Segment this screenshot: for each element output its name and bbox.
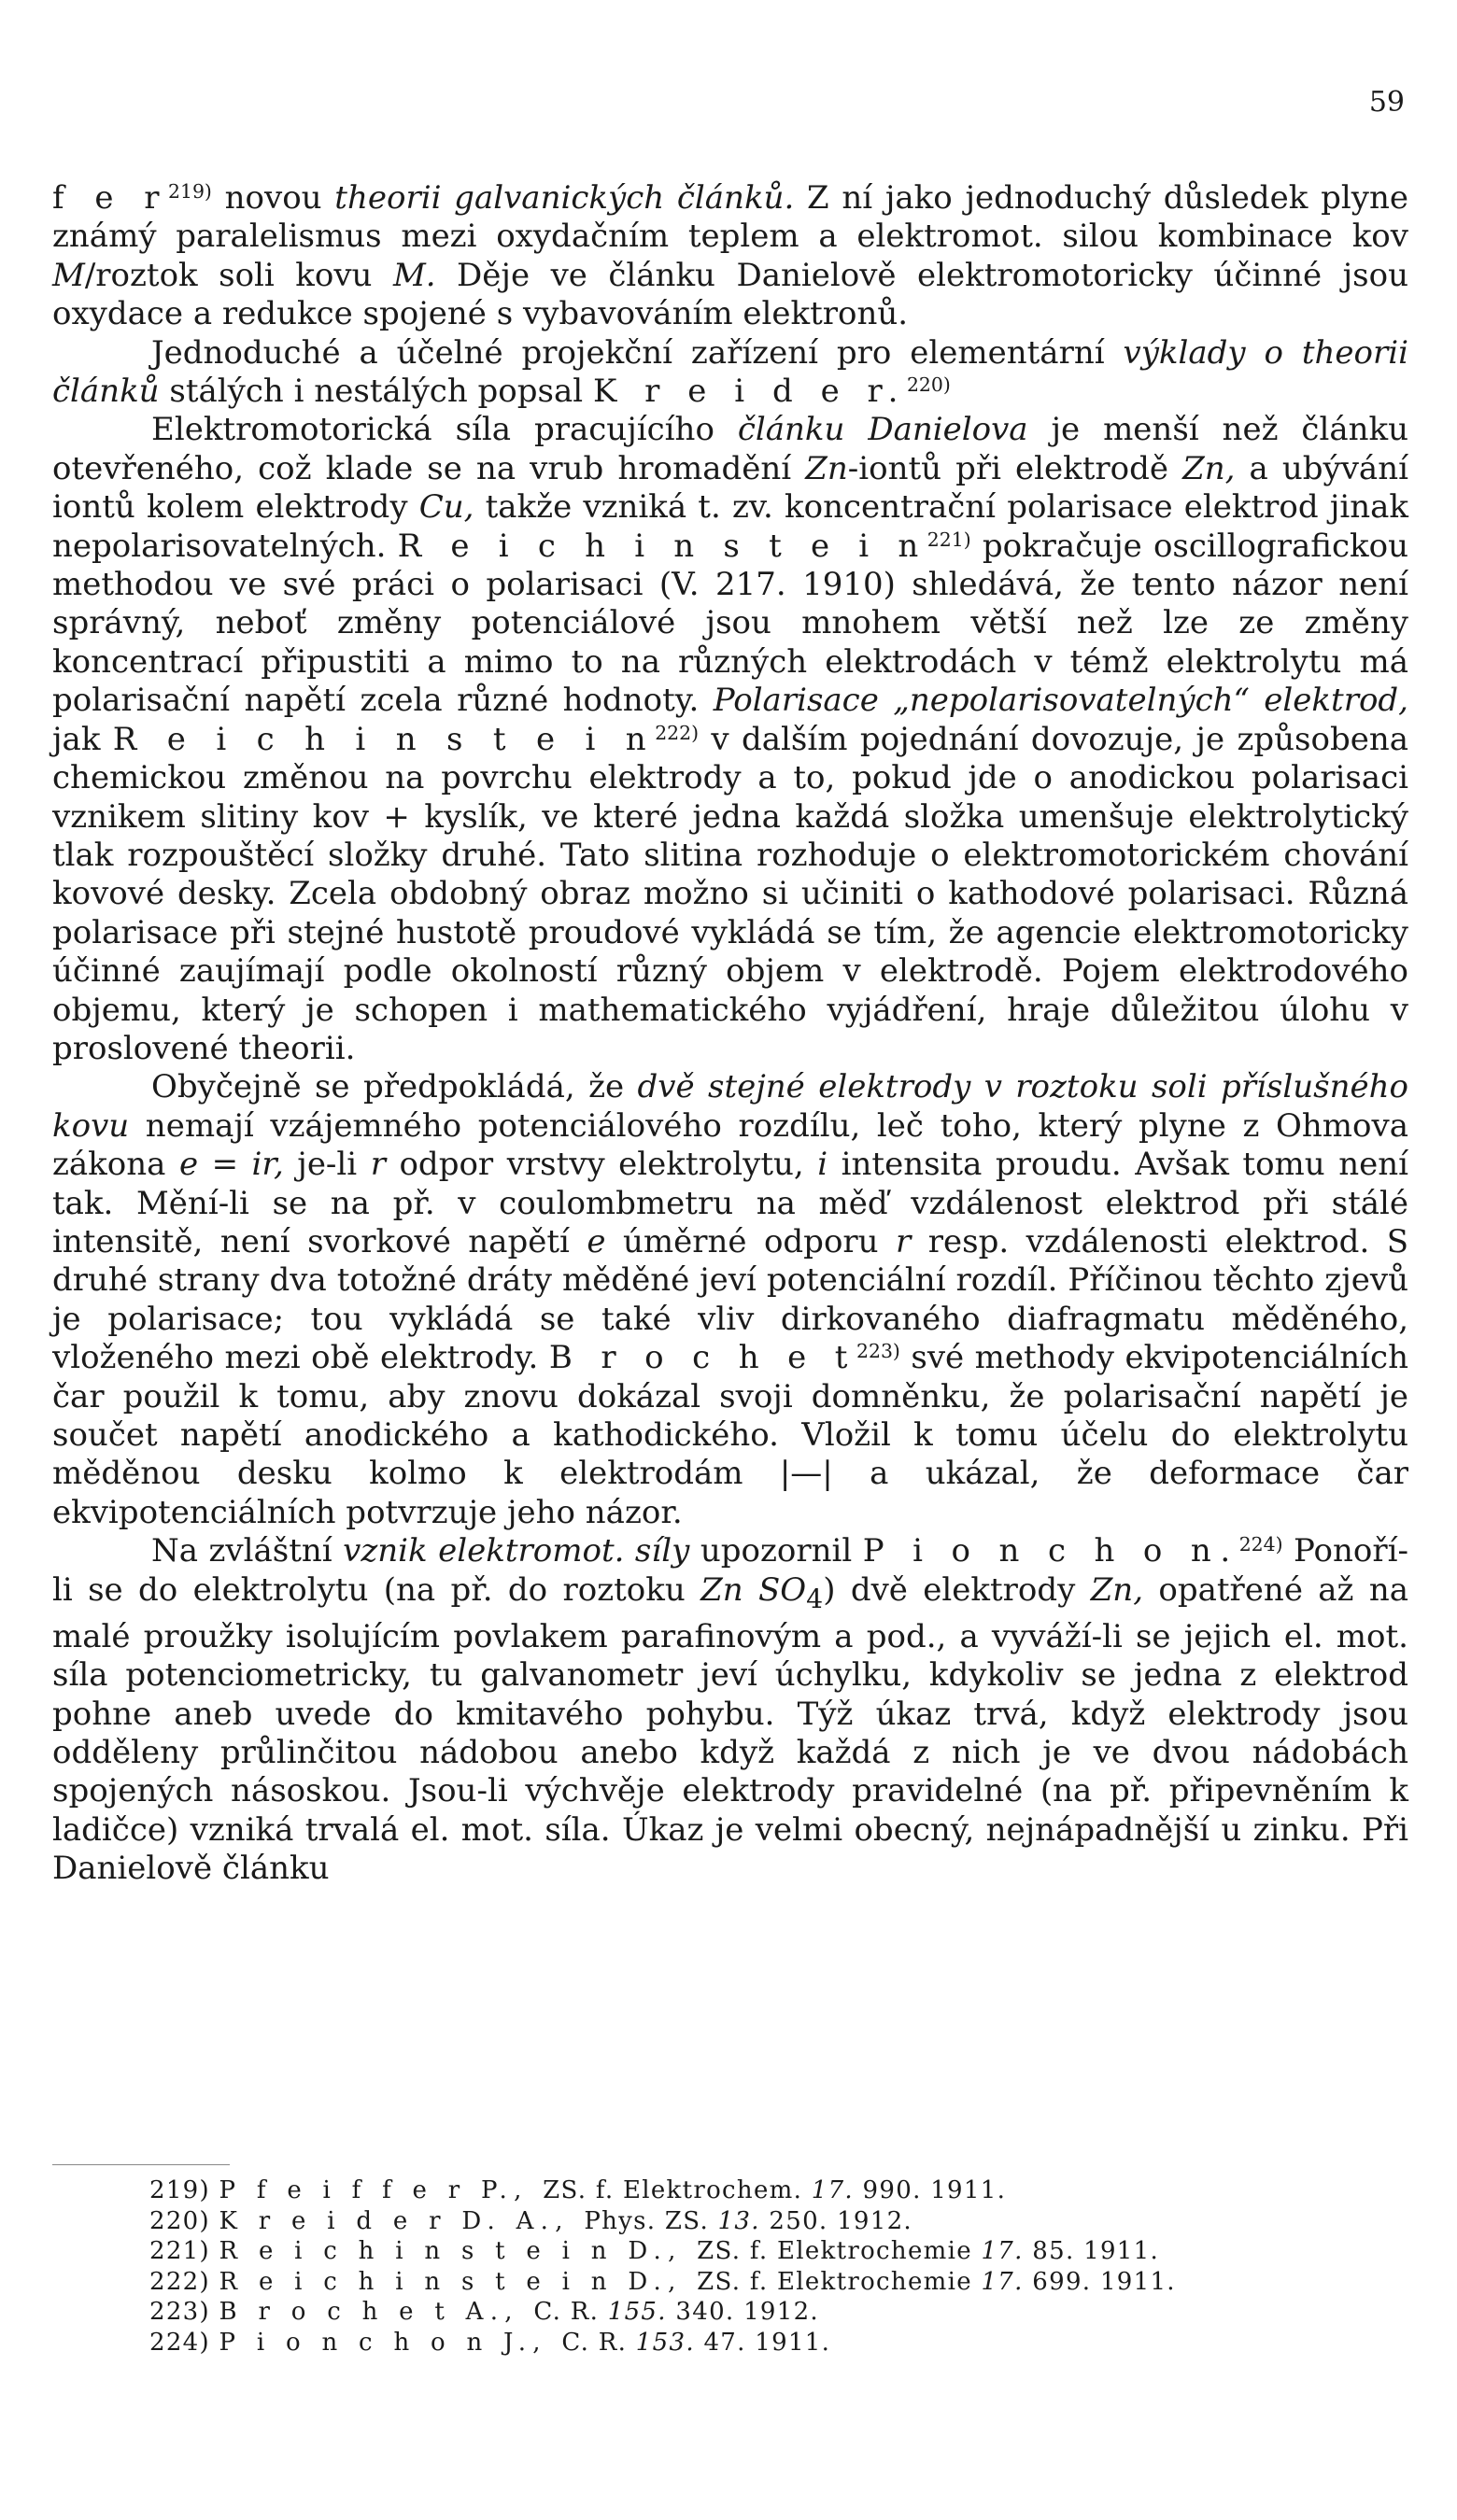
footnote-author: R e i c h i n s t e i n D., xyxy=(219,2237,698,2265)
text-run: v dalším pojednání dovozuje, je způsobena chemickou změnou na povrchu elektrody a to, pokud jde o anodickou polarisaci vznikem slitiny kov + kyslík, ve které jedna každá složka umenšuje elektrolytický tlak rozpouštěcí složky druhé. Tato slitina rozhoduje o elektromotorickém chování kovové desky. Zcela obdobný obraz možno si učiniti o kathodové polarisaci. Různá polarisace při stejné hustotě proudové vykládá se tím, že agencie elektromotoricky účinné zaujímají podle okolností různý objem v elektrodě. Pojem elektrodového objemu, který je schopen i mathematického vyjádření, hraje důležitou úlohu v proslovené theorii. xyxy=(52,720,1408,1067)
text-run: e = ir, xyxy=(178,1146,284,1184)
text-run: M. xyxy=(392,256,436,294)
footnote-ref: 219) xyxy=(168,179,212,203)
footnote-volume: 13. xyxy=(717,2206,760,2235)
text-run: Děje ve článku Danielově elektromotoricky účinné jsou oxydace a redukce spojené s vybavováním elektronů. xyxy=(52,256,1408,333)
footnote-volume: 17. xyxy=(981,2267,1024,2296)
paragraph xyxy=(52,334,1408,412)
footnote-pages-year: 990. 1911. xyxy=(853,2176,1007,2204)
page-number: 59 xyxy=(1368,86,1405,119)
author-name: f e r xyxy=(52,179,169,217)
footnote-number: 223) xyxy=(149,2298,219,2326)
text-run: své methody ekvipotenciálních čar použil k tomu, aby znovu dokázal svoji domněnku, že polarisační napětí je součet napětí anodického a kathodického. Vložil k tomu účelu do elektrolytu měděnou desku kolmo k elektrodám |—| a ukázal, že deformace čar ekvipotenciálních potvrzuje jeho názor. xyxy=(52,1339,1408,1531)
text-run: Jednoduché a účelné projekční zařízení pro elementární xyxy=(151,333,1124,372)
footnote-pages-year: 250. 1912. xyxy=(759,2206,912,2235)
footnote-source: ZS. f. Elektrochem. xyxy=(543,2176,812,2204)
footnote-ref: 222) xyxy=(655,721,700,744)
main-text xyxy=(52,179,1408,1889)
text-run: vznik elektromot. síly xyxy=(343,1532,690,1570)
text-run: odpor vrstvy elektrolytu, xyxy=(385,1146,818,1184)
footnote-number: 222) xyxy=(149,2267,219,2296)
text-run: -iontů při elektrodě xyxy=(847,449,1183,487)
text-run: theorii galvanických článků. xyxy=(334,179,795,217)
footnote-ref: 220) xyxy=(906,373,951,396)
text-run: M xyxy=(52,256,85,294)
footnote-ref: 221) xyxy=(927,528,971,551)
footnote xyxy=(149,2267,1364,2298)
footnote-number: 220) xyxy=(149,2206,219,2235)
paragraph xyxy=(52,1068,1408,1532)
footnote xyxy=(149,2206,1364,2237)
footnote-source: ZS. f. Elektrochemie xyxy=(697,2267,982,2296)
text-run: výklady o theorii článků xyxy=(52,333,1408,411)
author-name: K r e i d e r. xyxy=(592,373,907,411)
text-run: úměrné odporu xyxy=(605,1222,897,1260)
footnote-source: ZS. f. Elektrochemie xyxy=(697,2237,982,2265)
text-run: ) dvě elektrody xyxy=(823,1570,1091,1609)
footnote-ref: 223) xyxy=(856,1339,900,1362)
footnote-source: C. R. xyxy=(533,2298,608,2326)
text-run: intensita proudu. Avšak tomu není tak. Mění-li se na př. v coulombmetru na měď vzdálenost elektrod při stálé intensitě, není svorkové napětí xyxy=(52,1146,1408,1260)
footnote xyxy=(149,2236,1364,2267)
footnote-pages-year: 699. 1911. xyxy=(1023,2267,1176,2296)
paragraph xyxy=(52,179,1408,334)
paragraph xyxy=(52,1532,1408,1888)
text-run: takže vzniká t. zv. koncentrační polarisace elektrod jinak nepolarisovatelných. xyxy=(52,488,1409,565)
text-run: je menší než článku otevřeného, což klade se na vrub hromadění xyxy=(52,411,1408,487)
text-run: r xyxy=(370,1146,386,1184)
footnote-pages-year: 85. 1911. xyxy=(1023,2237,1160,2265)
footnote-author: K r e i d e r D. A., xyxy=(219,2206,585,2235)
footnote xyxy=(149,2328,1364,2358)
footnote-number: 224) xyxy=(149,2328,219,2357)
author-name: R e i c h i n s t e i n xyxy=(112,720,656,758)
text-run: jak xyxy=(52,720,113,758)
footnote xyxy=(149,2175,1364,2206)
text-run: Ponoří-li se do elektrolytu (na př. do roztoku xyxy=(52,1532,1409,1609)
text-run: je-li xyxy=(283,1146,371,1184)
footnotes xyxy=(149,2175,1364,2358)
text-run: opatřené až na malé proužky isolujícím povlakem parafinovým a pod., a vyváží-li se jejich el. mot. síla potenciometricky, tu galvanometr jeví úchylku, kdykoliv se jedna z elektrod pohne aneb uvede do kmitavého pohybu. Týž úkaz trvá, když elektrody jsou odděleny průlinčitou nádobou anebo když každá z nich je ve dvou nádobách spojených násoskou. Jsou-li výchvěje elektrody pravidelné (na př. připevněním k ladičce) vzniká trvalá el. mot. síla. Úkaz je velmi obecný, nejnápadnější u zinku. Při Danielově článku xyxy=(52,1570,1408,1888)
text-run: Elektromotorická síla pracujícího xyxy=(151,411,738,449)
text-run: pokračuje oscillografickou methodou ve své práci o polarisaci (V. 217. 1910) shledává, že tento názor není správný, neboť změny potenciálové jsou mnohem větší než lze ze změny koncentrací připustiti a mimo to na různých elektrodách v témž elektrolytu má polarisační napětí zcela různé hodnoty. xyxy=(52,527,1408,720)
text-run: Zn, xyxy=(1182,449,1236,487)
paragraph xyxy=(52,411,1408,1068)
text-run: Obyčejně se předpokládá, že xyxy=(151,1068,638,1106)
text-run: 4 xyxy=(806,1583,824,1614)
text-run: a ubývání iontů kolem elektrody xyxy=(52,449,1408,527)
text-run: Z ní jako jednoduchý důsledek plyne známý paralelismus mezi oxydačním teplem a elektromot. silou kombinace kov xyxy=(52,179,1408,256)
footnote-author: R e i c h i n s t e i n D., xyxy=(219,2267,698,2296)
text-run: Na zvláštní xyxy=(151,1532,344,1570)
footnote-volume: 17. xyxy=(981,2237,1024,2265)
text-run: stálých i nestálých popsal xyxy=(159,373,593,411)
text-run: článku Danielova xyxy=(737,411,1028,449)
text-run: Polarisace „nepolarisovatelných“ elektrod, xyxy=(713,682,1408,720)
footnote-author: P f e i f f e r P., xyxy=(219,2176,544,2204)
footnote-volume: 155. xyxy=(607,2298,667,2326)
footnote-volume: 17. xyxy=(811,2176,854,2204)
text-run: novou xyxy=(211,179,335,217)
text-run: i xyxy=(817,1146,828,1184)
footnote-author: B r o c h e t A., xyxy=(219,2298,534,2326)
text-run: r xyxy=(896,1222,912,1260)
text-run: Cu, xyxy=(418,488,474,527)
author-name: R e i c h i n s t e i n xyxy=(397,527,927,565)
author-name: P i o n c h o n. xyxy=(862,1532,1239,1570)
footnote xyxy=(149,2297,1364,2328)
author-name: B r o c h e t xyxy=(548,1339,856,1377)
footnote-author: P i o n c h o n J., xyxy=(219,2328,562,2357)
footnote-number: 221) xyxy=(149,2237,219,2265)
footnote-number: 219) xyxy=(149,2176,219,2204)
text-run: Zn SO xyxy=(700,1570,807,1609)
text-run: dvě stejné elektrody v roztoku soli příslušného kovu xyxy=(52,1068,1408,1145)
footnote-source: C. R. xyxy=(561,2328,636,2357)
footnote-divider xyxy=(52,2164,230,2165)
text-run: upozornil xyxy=(689,1532,863,1570)
footnote-volume: 153. xyxy=(635,2328,695,2357)
footnote-ref: 224) xyxy=(1238,1533,1283,1556)
text-run: Zn xyxy=(805,449,848,487)
footnote-pages-year: 340. 1912. xyxy=(666,2298,819,2326)
footnote-source: Phys. ZS. xyxy=(584,2206,718,2235)
text-run: nemají vzájemného potenciálového rozdílu, leč toho, který plyne z Ohmova zákona xyxy=(52,1106,1408,1184)
footnote-pages-year: 47. 1911. xyxy=(694,2328,831,2357)
text-run: Zn, xyxy=(1090,1570,1144,1609)
text-run: resp. vzdálenosti elektrod. S druhé strany dva totožné dráty měděné jeví potenciální rozdíl. Příčinou těchto zjevů je polarisace; tou vykládá se také vliv dirkovaného diafragmatu měděného, vloženého mezi obě elektrody. xyxy=(52,1222,1408,1377)
text-run: /roztok soli kovu xyxy=(84,256,393,294)
text-run: e xyxy=(587,1222,606,1260)
